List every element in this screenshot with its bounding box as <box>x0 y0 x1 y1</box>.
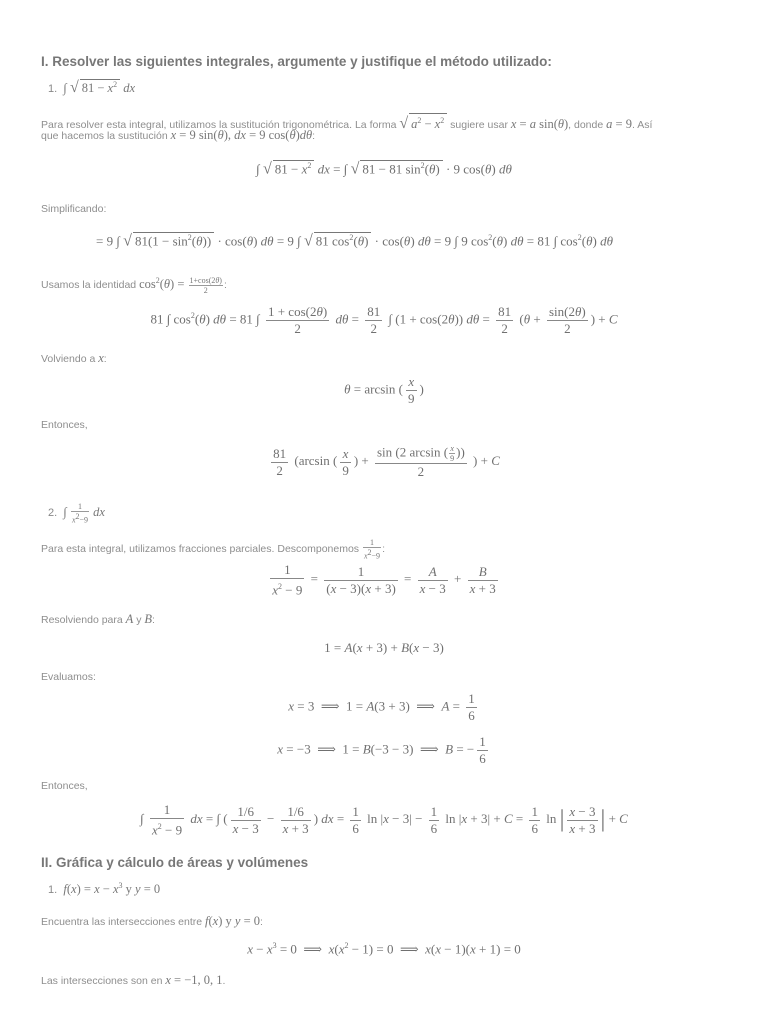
paragraph-substitution-1: Para resolver esta integral, utilizamos la sustitución trigonométrica. La forma √ $a^2 - x^2$ sugiere usar x = a sin(θ), donde a = 9. Así <box>41 113 652 132</box>
equation-theta: θ = arcsin ( $\frac{x}{9}$ ) <box>344 374 424 406</box>
item-3-number: 1. <box>48 884 58 897</box>
paragraph-intersections: Encuentra las intersecciones entre f(x) y y = 0: <box>41 914 263 928</box>
equation-substitution: ∫ √ $81 - x^2$ dx = ∫ √ 81 − 81 $\sin^2(\theta) \cdot 9$ cos(θ) dθ <box>256 160 512 178</box>
equation-identity-integral: 81 ∫ $\cos^2(\theta) d\theta = 81$ ∫ $\frac{1 + \cos(2\theta)}{2}$ dθ = $\frac{81}{2}$ ∫ (1 + cos(2θ)) dθ = $\frac{81}{2}$ (θ + $\frac{\sin(2\theta)}{2}$ ) + C <box>150 304 618 336</box>
item-2-integral: ∫ $\frac{1}{x^2-9}$ dx <box>60 502 105 525</box>
item-3: 1. $f(x) = x - x^3$ y y = 0 <box>48 881 161 897</box>
paragraph-volviendo: Volviendo a x: <box>41 351 107 365</box>
item-1 <box>48 79 135 97</box>
item-2-number: 2. <box>48 507 58 520</box>
equation-roots: $x - x^3 = 0$ ⟹ $x(x^2 - 1) = 0$ ⟹ x(x − 1)(x + 1) = 0 <box>247 941 521 957</box>
equation-evaluate-a: x = 3 ⟹ 1 = A(3 + 3) ⟹ A = $\frac{1}{6}$ <box>288 691 475 723</box>
paragraph-partial-fractions: Para esta integral, utilizamos fracciones parciales. Descomponemos $\frac{1}{x^2-9}$ : <box>41 538 385 561</box>
equation-result-2: ∫ $\frac{1}{x^2 - 9}$ dx = ∫ ( $\frac{1/6}{x - 3}$ − $\frac{1/6}{x + 3}$ ) dx = $\frac{1}{6}$ ln |x − 3| − $\frac{1}{6}$ ln |x + 3| + C = $\frac{1}{6}$ ln | $\frac{x - 3}{x + 3}$ | + C <box>140 802 628 838</box>
paragraph-resolviendo: Resolviendo para A y B: <box>41 612 155 626</box>
label-entonces-2: Entonces, <box>41 780 88 792</box>
item-1-integral: ∫ √ $81 - x^2$ dx <box>60 79 136 97</box>
section-1-heading: I. Resolver las siguientes integrales, argumente y justifique el método utilizado: <box>41 54 552 69</box>
equation-result-1: $\frac{81}{2}$ (arcsin ( $\frac{x}{9}$ ) + sin (2 arcsin ( $\frac{x}{9}$ )) 2 ) + C <box>273 444 500 479</box>
section-2-heading: II. Gráfica y cálculo de áreas y volúmenes <box>41 855 309 870</box>
paragraph-roots: Las intersecciones son en x = −1, 0, 1. <box>41 973 226 987</box>
equation-evaluate-b: x = −3 ⟹ 1 = B(−3 − 3) ⟹ B = − $\frac{1}{6}$ <box>277 734 486 766</box>
equation-simplify: = 9 ∫ √ $81(1 - \sin^2(\theta)) \cdot \cos(\theta)$ dθ = 9 ∫ √ 81 $\cos^2(\theta) \cdot \cos(\theta) d\theta = 9$ ∫ 9 $\cos^2(\theta) d\theta = 81$ ∫ $\cos^2(\theta)$ dθ <box>96 232 613 250</box>
equation-coefficients: 1 = A(x + 3) + B(x − 3) <box>324 640 444 655</box>
item-1-number: 1. <box>48 83 58 96</box>
item-2 <box>48 502 105 525</box>
label-simplificando: Simplificando: <box>41 203 107 215</box>
label-entonces-1: Entonces, <box>41 419 88 431</box>
equation-decomposition: $\frac{1}{x^2 - 9}$ = $\frac{1}{(x - 3)(x + 3)}$ = $\frac{A}{x - 3}$ + $\frac{B}{x + 3}$ <box>272 562 496 598</box>
paragraph-substitution-2: que hacemos la sustitución x = 9 sin(θ), dx = 9 cos(θ)dθ: <box>41 128 316 142</box>
label-evaluamos: Evaluamos: <box>41 671 96 683</box>
paragraph-identity: Usamos la identidad $\cos^2(\theta)$ = $\frac{1+\cos(2\theta)}{2}$ : <box>41 275 227 295</box>
